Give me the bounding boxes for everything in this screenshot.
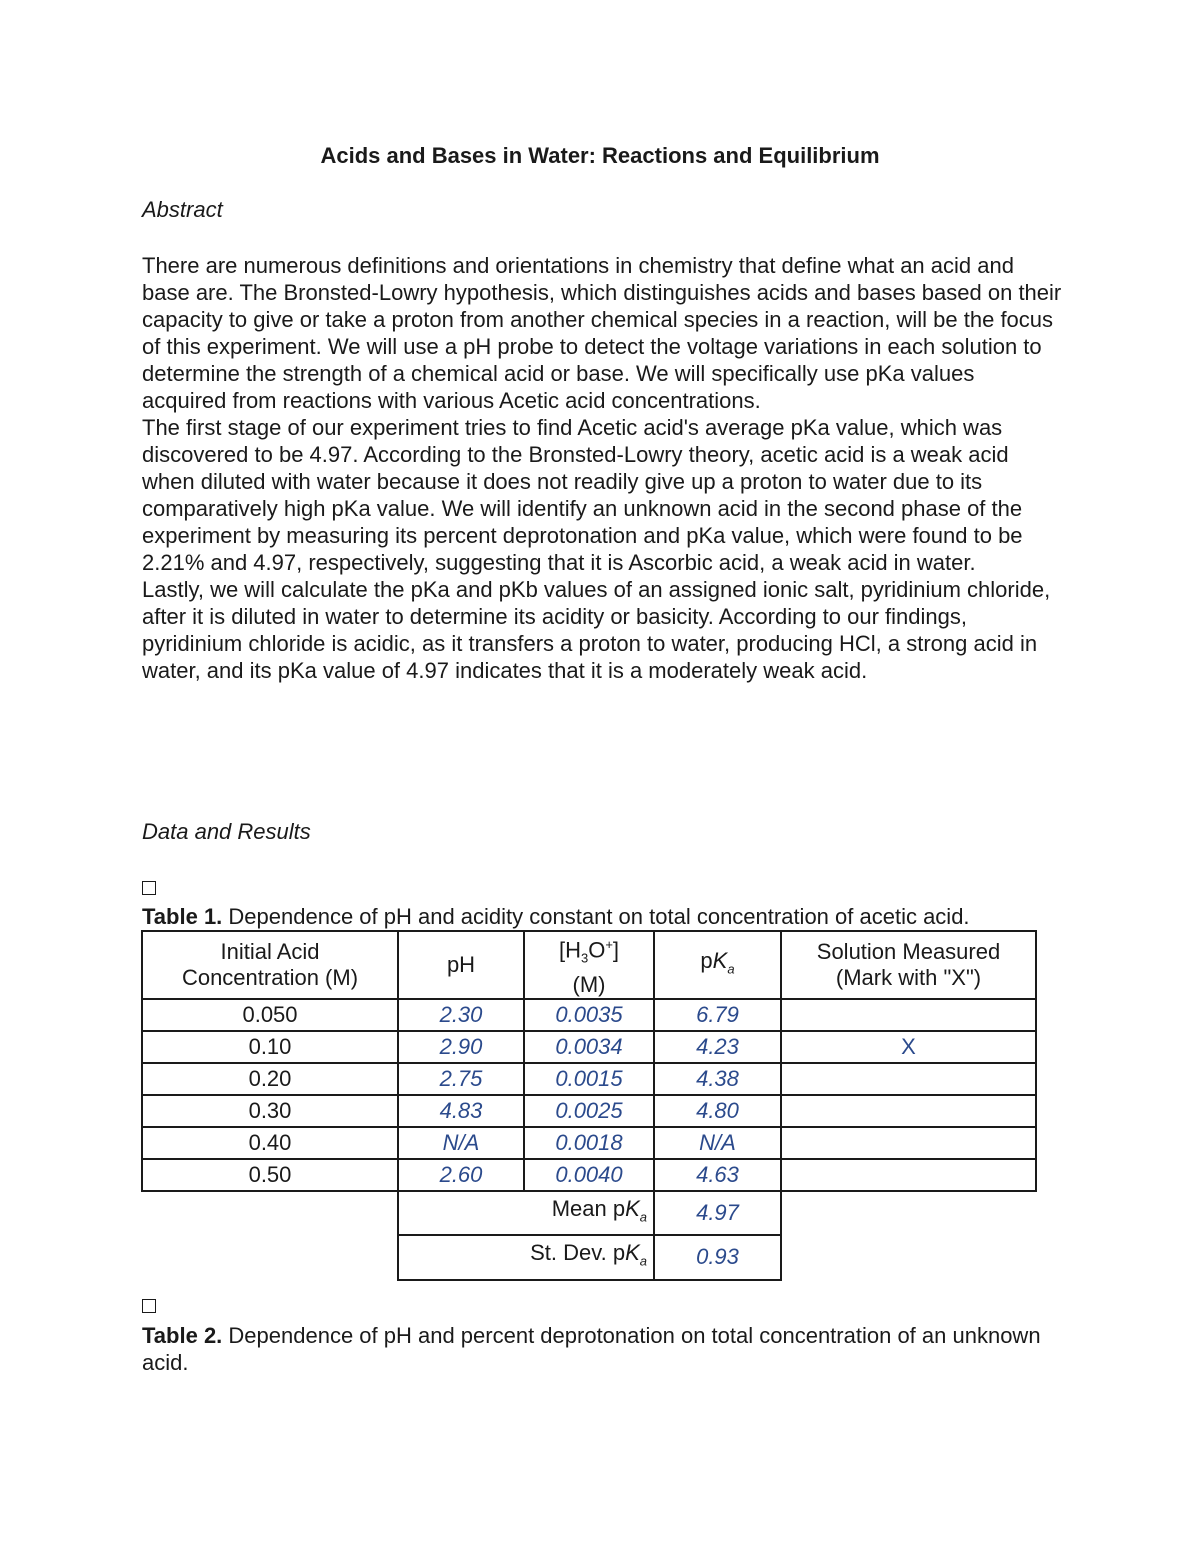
cell-concentration: 0.50: [142, 1159, 398, 1191]
table1-caption: [142, 903, 1042, 930]
cell-solution-measured: [781, 1095, 1036, 1127]
header-concentration: Initial Acid Concentration (M): [142, 931, 398, 999]
cell-pka: 4.63: [654, 1159, 781, 1191]
mean-pka-row: [142, 1191, 1036, 1235]
stdev-pka-row: [142, 1235, 1036, 1279]
mean-pka-label: Mean $pK_a$: [398, 1191, 654, 1235]
table2-checkbox[interactable]: [142, 1299, 156, 1313]
abstract-body: [142, 252, 1062, 684]
table1-checkbox[interactable]: [142, 881, 156, 895]
header-solution-measured: Solution Measured (Mark with "X"): [781, 931, 1036, 999]
abstract-paragraph: Lastly, we will calculate the pKa and pKb values of an assigned ionic salt, pyridinium chloride, after it is diluted in water to determine its acidity or basicity. According to our findings, pyridinium chloride is acidic, as it transfers a proton to water, producing HCl, a strong acid in water, and its pKa value of 4.97 indicates that it is a moderately weak acid.: [142, 577, 1051, 683]
cell-h3o: 0.0035: [524, 999, 654, 1031]
table-header-row: [142, 931, 1036, 999]
cell-concentration: 0.10: [142, 1031, 398, 1063]
header-ph: pH: [398, 931, 524, 999]
abstract-paragraph: The first stage of our experiment tries to find Acetic acid's average pKa value, which was discovered to be 4.97. According to the Bronsted-Lowry theory, acetic acid is a weak acid when diluted with water because it does not readily give up a proton to water due to its comparatively high pKa value. We will identify an unknown acid in the second phase of the experiment by measuring its percent deprotonation and pKa value, which were found to be 2.21% and 4.97, respectively, suggesting that it is Ascorbic acid, a weak acid in water.: [142, 415, 1023, 575]
cell-solution-measured: [781, 1063, 1036, 1095]
cell-h3o: 0.0025: [524, 1095, 654, 1127]
table-row: [142, 1159, 1036, 1191]
cell-solution-measured: [781, 999, 1036, 1031]
cell-pka: 4.80: [654, 1095, 781, 1127]
document-title: Acids and Bases in Water: Reactions and Equilibrium: [320, 143, 880, 168]
table2-caption: [142, 1322, 1042, 1376]
cell-concentration: 0.40: [142, 1127, 398, 1159]
table-row: [142, 999, 1036, 1031]
cell-solution-measured: X: [781, 1031, 1036, 1063]
table2-caption-label: Table 2.: [142, 1323, 223, 1348]
cell-concentration: 0.20: [142, 1063, 398, 1095]
table1-caption-text: Dependence of pH and acidity constant on total concentration of acetic acid.: [222, 904, 970, 929]
cell-concentration: 0.050: [142, 999, 398, 1031]
data-results-heading: Data and Results: [142, 819, 311, 844]
abstract-heading: Abstract: [142, 197, 223, 222]
cell-ph: 2.90: [398, 1031, 524, 1063]
cell-solution-measured: [781, 1159, 1036, 1191]
cell-h3o: 0.0034: [524, 1031, 654, 1063]
header-h3o: $[H_3O^+]$ (M): [524, 931, 654, 999]
table2-caption-text: Dependence of pH and percent deprotonation on total concentration of an unknown acid.: [142, 1323, 1041, 1375]
cell-h3o: 0.0015: [524, 1063, 654, 1095]
cell-ph: N/A: [398, 1127, 524, 1159]
cell-pka: 4.38: [654, 1063, 781, 1095]
abstract-paragraph: There are numerous definitions and orientations in chemistry that define what an acid and base are. The Bronsted-Lowry hypothesis, which distinguishes acids and bases based on their capacity to give or take a proton from another chemical species in a reaction, will be the focus of this experiment. We will use a pH probe to detect the voltage variations in each solution to determine the strength of a chemical acid or base. We will specifically use pKa values acquired from reactions with various Acetic acid concentrations.: [142, 253, 1062, 413]
table-row: [142, 1031, 1036, 1063]
mean-pka-value: 4.97: [654, 1191, 781, 1235]
cell-pka: 6.79: [654, 999, 781, 1031]
table-row: [142, 1095, 1036, 1127]
cell-pka: 4.23: [654, 1031, 781, 1063]
cell-concentration: 0.30: [142, 1095, 398, 1127]
acetic-acid-table: [141, 930, 1037, 1281]
cell-ph: 2.30: [398, 999, 524, 1031]
cell-h3o: 0.0040: [524, 1159, 654, 1191]
cell-ph: 2.75: [398, 1063, 524, 1095]
cell-pka: N/A: [654, 1127, 781, 1159]
header-pka: $pK_a$: [654, 931, 781, 999]
stdev-pka-value: 0.93: [654, 1235, 781, 1279]
stdev-pka-label: St. Dev. $pK_a$: [398, 1235, 654, 1279]
cell-h3o: 0.0018: [524, 1127, 654, 1159]
cell-ph: 2.60: [398, 1159, 524, 1191]
table1-caption-label: Table 1.: [142, 904, 223, 929]
table-row: [142, 1127, 1036, 1159]
cell-solution-measured: [781, 1127, 1036, 1159]
table-row: [142, 1063, 1036, 1095]
cell-ph: 4.83: [398, 1095, 524, 1127]
